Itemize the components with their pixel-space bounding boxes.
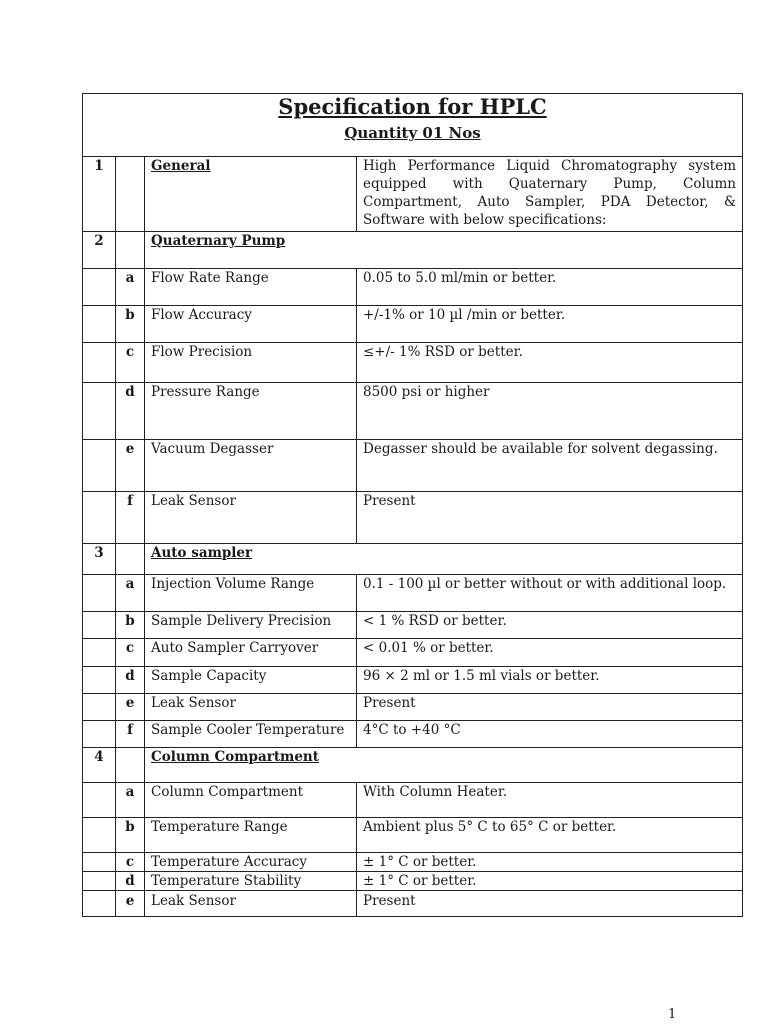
item-value: Ambient plus 5° C to 65° C or better. [357, 818, 743, 853]
item-label: Flow Precision [145, 343, 357, 383]
empty-cell [83, 694, 116, 721]
table-row [83, 667, 743, 694]
empty-cell [83, 612, 116, 639]
item-letter: e [116, 440, 145, 492]
item-value: 0.05 to 5.0 ml/min or better. [357, 269, 743, 306]
table-row [83, 343, 743, 383]
title-row [83, 94, 743, 157]
spec-table [82, 93, 743, 917]
empty-cell [83, 492, 116, 544]
item-letter: b [116, 612, 145, 639]
empty-cell [83, 639, 116, 667]
empty-cell [116, 748, 145, 783]
table-row [83, 783, 743, 818]
section-heading: Auto sampler [145, 544, 743, 575]
item-value: ≤+/- 1% RSD or better. [357, 343, 743, 383]
table-row [83, 612, 743, 639]
item-letter: a [116, 575, 145, 612]
item-letter: f [116, 721, 145, 748]
section-description: High Performance Liquid Chromatography system equipped with Quaternary Pump, Column Compartment, Auto Sampler, PDA Detector, & Software with below specifications: [357, 157, 743, 232]
section-heading: Quaternary Pump [145, 232, 743, 269]
item-value: Present [357, 492, 743, 544]
empty-cell [83, 891, 116, 917]
empty-cell [83, 306, 116, 343]
page-number: 1 [668, 1007, 677, 1022]
item-label: Leak Sensor [145, 492, 357, 544]
item-letter: d [116, 383, 145, 440]
item-label: Auto Sampler Carryover [145, 639, 357, 667]
item-value: < 1 % RSD or better. [357, 612, 743, 639]
empty-cell [116, 232, 145, 269]
item-label: Temperature Stability [145, 872, 357, 891]
table-row [83, 383, 743, 440]
table-row [83, 269, 743, 306]
item-letter: b [116, 306, 145, 343]
section-number: 1 [83, 157, 116, 232]
item-label: Flow Rate Range [145, 269, 357, 306]
item-letter: d [116, 667, 145, 694]
item-value: 0.1 - 100 µl or better without or with additional loop. [357, 575, 743, 612]
section-heading: General [145, 157, 357, 232]
item-label: Leak Sensor [145, 694, 357, 721]
table-row [83, 306, 743, 343]
item-label: Flow Accuracy [145, 306, 357, 343]
table-row [83, 575, 743, 612]
item-value: +/-1% or 10 µl /min or better. [357, 306, 743, 343]
item-value: 8500 psi or higher [357, 383, 743, 440]
empty-cell [116, 544, 145, 575]
empty-cell [83, 783, 116, 818]
table-row [83, 721, 743, 748]
empty-cell [83, 872, 116, 891]
item-label: Injection Volume Range [145, 575, 357, 612]
item-value: Present [357, 891, 743, 917]
section-heading: Column Compartment [145, 748, 743, 783]
item-value: 4°C to +40 °C [357, 721, 743, 748]
table-row [83, 639, 743, 667]
item-label: Leak Sensor [145, 891, 357, 917]
item-value: Present [357, 694, 743, 721]
item-letter: a [116, 269, 145, 306]
empty-cell [83, 853, 116, 872]
empty-cell [83, 269, 116, 306]
document-subtitle: Quantity 01 Nos [344, 124, 481, 142]
title-cell [83, 94, 743, 157]
item-letter: f [116, 492, 145, 544]
table-row [83, 872, 743, 891]
item-value: ± 1° C or better. [357, 872, 743, 891]
section-number: 4 [83, 748, 116, 783]
empty-cell [83, 721, 116, 748]
table-row [83, 694, 743, 721]
section-row-general [83, 157, 743, 232]
document-title: Specification for HPLC [278, 94, 547, 119]
empty-cell [116, 157, 145, 232]
item-letter: d [116, 872, 145, 891]
item-label: Column Compartment [145, 783, 357, 818]
item-value: ± 1° C or better. [357, 853, 743, 872]
empty-cell [83, 343, 116, 383]
table-row [83, 853, 743, 872]
item-value: 96 × 2 ml or 1.5 ml vials or better. [357, 667, 743, 694]
item-letter: c [116, 639, 145, 667]
item-label: Temperature Accuracy [145, 853, 357, 872]
empty-cell [83, 440, 116, 492]
item-label: Sample Delivery Precision [145, 612, 357, 639]
section-number: 2 [83, 232, 116, 269]
empty-cell [83, 383, 116, 440]
empty-cell [83, 667, 116, 694]
item-letter: c [116, 343, 145, 383]
item-value: With Column Heater. [357, 783, 743, 818]
item-letter: b [116, 818, 145, 853]
item-label: Temperature Range [145, 818, 357, 853]
item-letter: c [116, 853, 145, 872]
section-row-auto-sampler [83, 544, 743, 575]
table-row [83, 440, 743, 492]
empty-cell [83, 575, 116, 612]
item-letter: a [116, 783, 145, 818]
item-letter: e [116, 891, 145, 917]
item-label: Pressure Range [145, 383, 357, 440]
item-letter: e [116, 694, 145, 721]
table-row [83, 818, 743, 853]
item-label: Sample Capacity [145, 667, 357, 694]
item-value: Degasser should be available for solvent degassing. [357, 440, 743, 492]
empty-cell [83, 818, 116, 853]
section-row-column-compartment [83, 748, 743, 783]
table-row [83, 891, 743, 917]
table-row [83, 492, 743, 544]
section-row-quaternary-pump [83, 232, 743, 269]
item-value: < 0.01 % or better. [357, 639, 743, 667]
item-label: Sample Cooler Temperature [145, 721, 357, 748]
section-number: 3 [83, 544, 116, 575]
item-label: Vacuum Degasser [145, 440, 357, 492]
